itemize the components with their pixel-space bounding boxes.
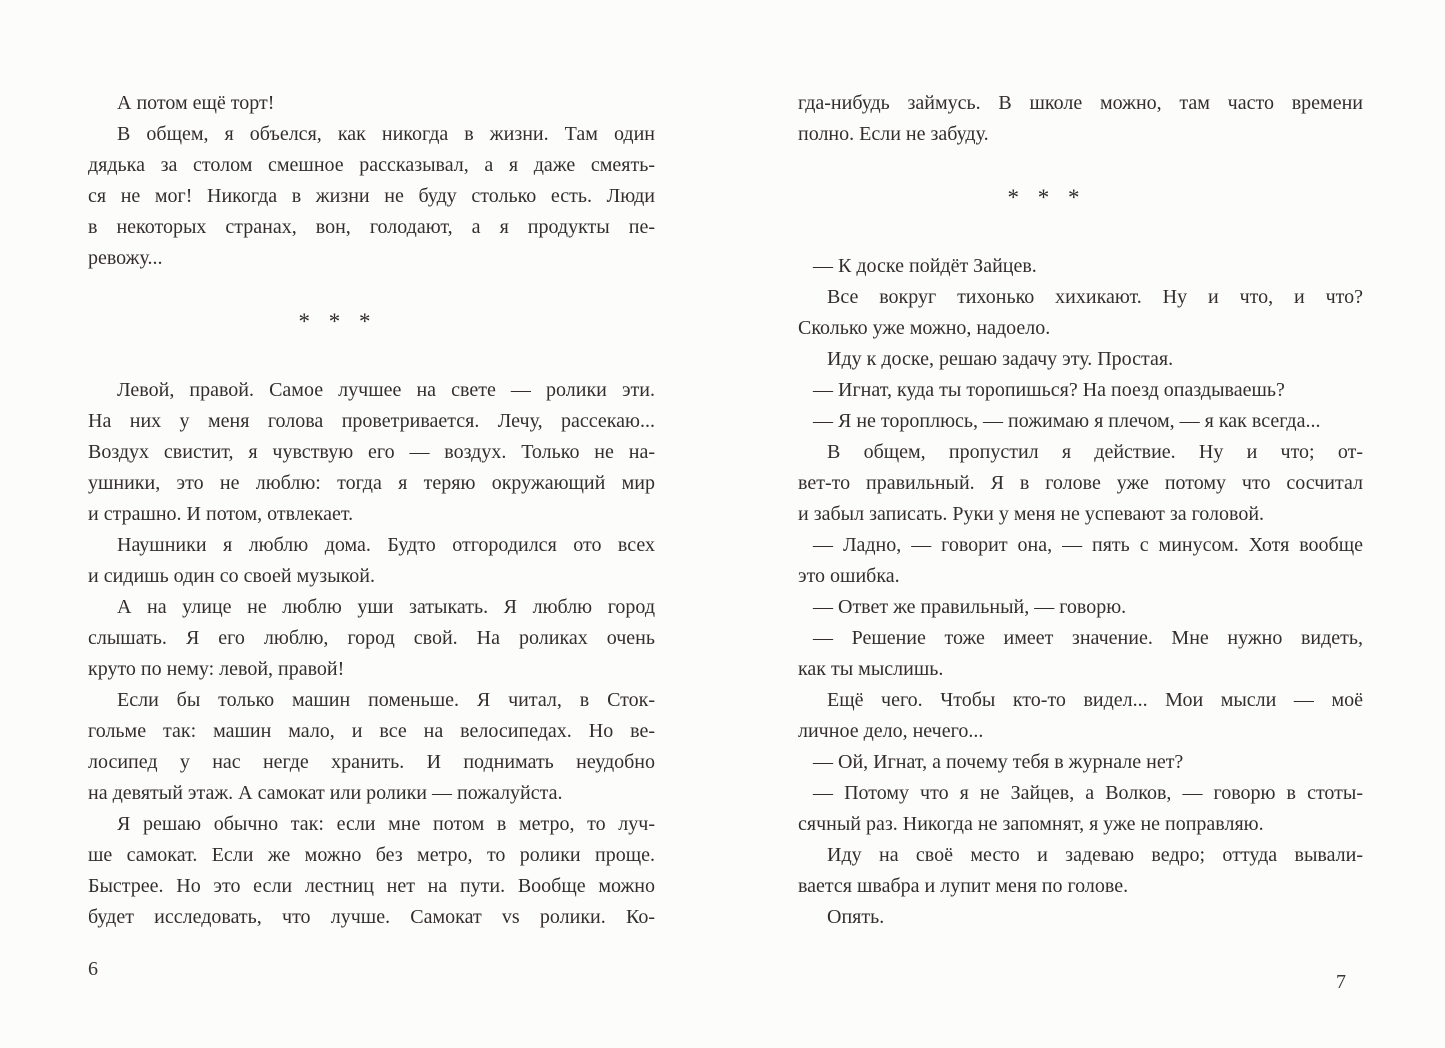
text-line: Иду к доске, решаю задачу эту. Простая. (827, 348, 1174, 370)
text-line: будет исследовать, что лучше. Самокат vs ролики. Ко- (88, 906, 655, 928)
page-number-right: 7 (1336, 971, 1346, 993)
text-line: ушники, это не люблю: тогда я теряю окружающий мир (88, 472, 655, 494)
text-line: Ещё чего. Чтобы кто-то видел... Мои мысли — моё (827, 689, 1363, 711)
text-line: круто по нему: левой, правой! (88, 658, 345, 680)
text-line: как ты мыслишь. (798, 658, 944, 680)
text-line: лосипед у нас негде хранить. И поднимать неудобно (88, 751, 655, 773)
text-line: ше самокат. Если же можно без метро, то ролики проще. (88, 844, 655, 866)
text-line: гда-нибудь займусь. В школе можно, там часто времени (798, 92, 1363, 114)
text-line: Я решаю обычно так: если мне потом в метро, то луч- (117, 813, 655, 835)
text-line: гольме так: машин мало, и все на велосипедах. Но ве- (88, 720, 655, 742)
text-line: Если бы только машин поменьше. Я читал, в Сток- (117, 689, 655, 711)
text-line: — К доске пойдёт Зайцев. (813, 255, 1037, 277)
text-line: — Ой, Игнат, а почему тебя в журнале нет? (813, 751, 1184, 773)
text-line: и сидишь один со своей музыкой. (88, 565, 375, 587)
text-line: — Я не тороплюсь, — пожимаю я плечом, — я как всегда... (813, 410, 1321, 432)
page-left-text-block (88, 88, 655, 933)
text-line: дядька за столом смешное рассказывал, а я даже смеять- (88, 154, 655, 176)
text-line: — Ладно, — говорит она, — пять с минусом. Хотя вообще (813, 534, 1363, 556)
text-line: Все вокруг тихонько хихикают. Ну и что, и что? (827, 286, 1363, 308)
page-number-left: 6 (88, 958, 98, 980)
text-line: Сколько уже можно, надоело. (798, 317, 1051, 339)
text-line: На них у меня голова проветривается. Лечу, рассекаю... (88, 410, 655, 432)
text-line: на девятый этаж. А самокат или ролики — пожалуйста. (88, 782, 563, 804)
text-line: — Игнат, куда ты торопишься? На поезд опаздываешь? (813, 379, 1285, 401)
section-separator: * * * (298, 309, 373, 334)
text-line: вет-то правильный. Я в голове уже потому что сосчитал (798, 472, 1363, 494)
text-line: Левой, правой. Самое лучшее на свете — ролики эти. (117, 379, 655, 401)
text-line: Опять. (827, 906, 885, 928)
text-line: — Потому что я не Зайцев, а Волков, — говорю в стоты- (813, 782, 1363, 804)
text-line: А на улице не люблю уши затыкать. Я люблю город (117, 596, 655, 618)
text-line: Иду на своё место и задеваю ведро; оттуда вывали- (827, 844, 1363, 866)
text-line: — Ответ же правильный, — говорю. (813, 596, 1127, 618)
text-line: А потом ещё торт! (117, 92, 275, 114)
text-line: сячный раз. Никогда не запомнят, я уже не поправляю. (798, 813, 1264, 835)
text-line: — Решение тоже имеет значение. Мне нужно видеть, (813, 627, 1363, 649)
text-line: в некоторых странах, вон, голодают, а я продукты пе- (88, 216, 655, 238)
text-line: ревожу... (88, 247, 163, 269)
text-line: В общем, я объелся, как никогда в жизни. Там один (117, 123, 655, 145)
text-line: Быстрее. Но это если лестниц нет на пути. Вообще можно (88, 875, 655, 897)
text-line: и страшно. И потом, отвлекает. (88, 503, 354, 525)
text-line: полно. Если не забуду. (798, 123, 989, 145)
text-line: Воздух свистит, я чувствую его — воздух. Только не на- (88, 441, 655, 463)
text-line: личное дело, нечего... (798, 720, 984, 742)
text-line: это ошибка. (798, 565, 900, 587)
text-line: и забыл записать. Руки у меня не успевают за головой. (798, 503, 1265, 525)
text-line: ся не мог! Никогда в жизни не буду столько есть. Люди (88, 185, 655, 207)
text-line: вается швабра и лупит меня по голове. (798, 875, 1129, 897)
text-line: слышать. Я его люблю, город свой. На роликах очень (88, 627, 655, 649)
text-line: В общем, пропустил я действие. Ну и что; от- (827, 441, 1363, 463)
section-separator: * * * (1007, 185, 1082, 210)
page-right-text-block (798, 88, 1363, 933)
text-line: Наушники я люблю дома. Будто отгородился ото всех (117, 534, 655, 556)
